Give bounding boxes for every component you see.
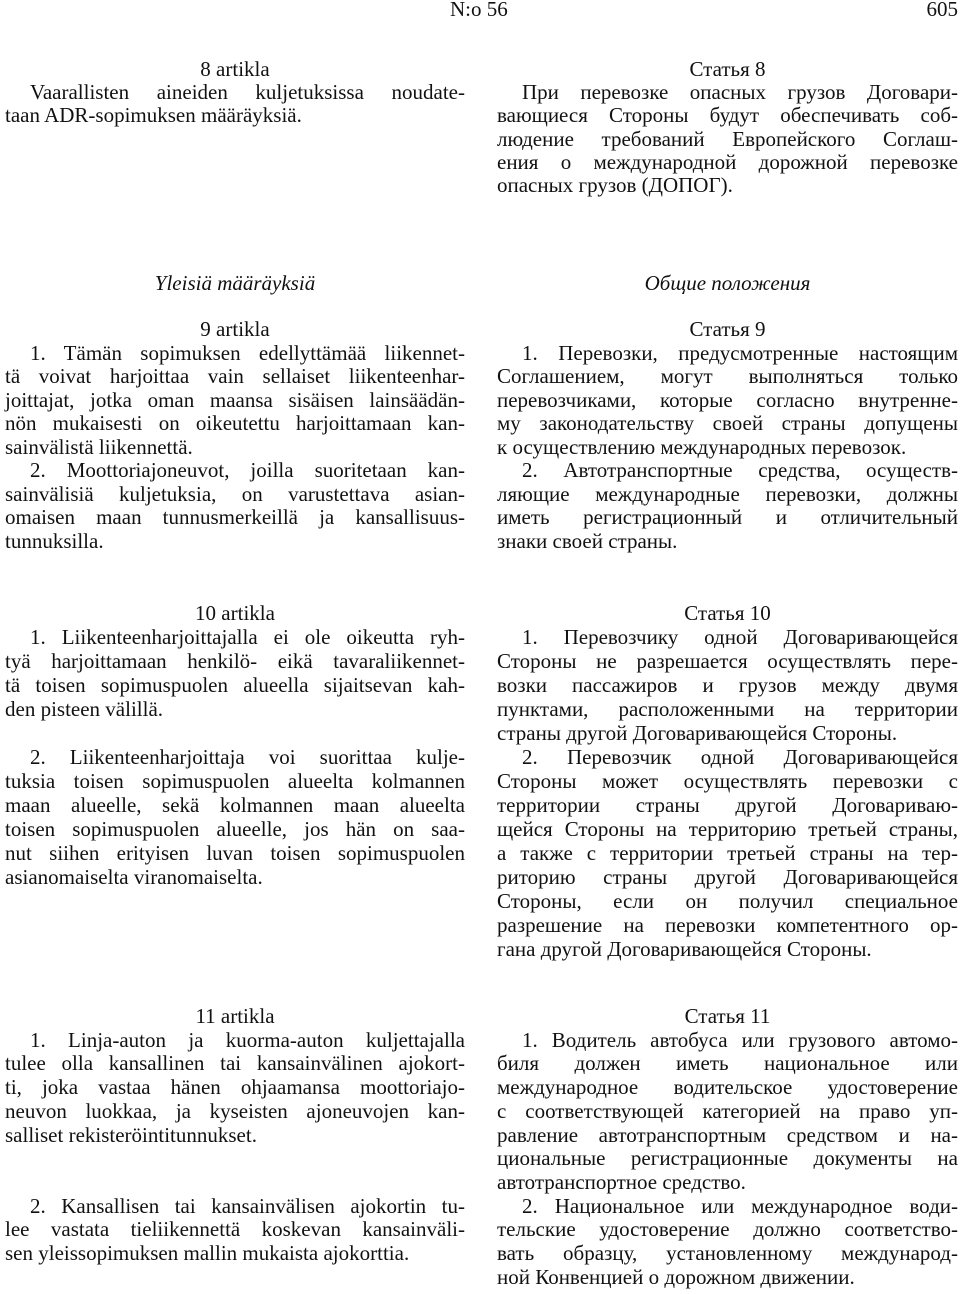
text-line: Vaarallisten aineiden kuljetuksissa noudate-: [30, 80, 465, 105]
article-10-finnish: [5, 601, 465, 889]
article-11-russian: [497, 1005, 958, 1289]
text-line: tyä harjoittamaan henkilö- eikä tavaraliikennet-: [5, 649, 465, 673]
text-line: вать образцу, установленному международ-: [497, 1241, 958, 1266]
text-line: ti, joka vastaa hänen ohjaamansa moottoriajo-: [5, 1075, 465, 1100]
text-line: биля должен иметь национальное или: [497, 1051, 958, 1076]
paragraph: [497, 342, 958, 460]
text-line: omaisen maan tunnusmerkeillä ja kansallisuus-: [5, 505, 465, 529]
text-line: му законодательству своей страны допущены: [497, 411, 958, 435]
paragraph: [497, 625, 958, 745]
text-line: щейся Стороны на территорию третьей страны,: [497, 817, 958, 841]
article-title: 8 artikla: [200, 57, 270, 81]
text-line: автотранспортное средство.: [497, 1169, 746, 1194]
text-line: пунктами, расположенными на территории: [497, 697, 958, 721]
article-title: 9 artikla: [200, 317, 270, 341]
article-title: 10 artikla: [195, 601, 275, 625]
article-9-finnish: [5, 318, 465, 553]
text-line: 2. Национальное или международное води-: [522, 1193, 958, 1218]
text-line: 2. Автотранспортные средства, осуществ-: [522, 458, 958, 482]
text-line: 2. Moottoriajoneuvot, joilla suoritetaan kan-: [30, 458, 465, 482]
article-9-russian: [497, 318, 958, 553]
paragraph: [497, 745, 958, 961]
article-title: Статья 8: [689, 57, 766, 81]
text-line: Стороны может осуществлять перевозки с: [497, 769, 958, 793]
text-line: tä toisen sopimuspuolen alueella sijaitsevan kah-: [5, 673, 465, 697]
text-line: sainvälistä liikennettä.: [5, 434, 193, 459]
article-title: Статья 10: [684, 601, 771, 625]
issue-number: N:o 56: [450, 0, 508, 21]
text-line: neuvon luokkaa, ja kyseisten ajoneuvojen kan-: [5, 1098, 465, 1123]
running-header: [0, 0, 960, 22]
text-line: равление автотранспортным средством и на-: [497, 1122, 958, 1147]
text-line: lee vastata tieliikennettä koskevan kansainväli-: [5, 1217, 465, 1242]
text-line: 1. Перевозки, предусмотренные настоящим: [522, 340, 958, 365]
text-line: tä voivat harjoittaa vain sellaiset liikenteenhar-: [5, 364, 465, 388]
text-line: международное водительское удостоверение: [497, 1075, 958, 1100]
text-line: tulee olla kansallinen tai kansainvälinen ajokort-: [5, 1051, 465, 1076]
text-line: Стороны не разрешается осуществлять пере-: [497, 649, 958, 673]
text-line: ной Конвенцией о дорожном движении.: [497, 1264, 855, 1289]
text-line: nön mukaisesti on oikeutettu harjoittamaan kan-: [5, 411, 465, 435]
text-line: знаки своей страны.: [497, 528, 678, 553]
article-8-russian: [497, 58, 958, 197]
section-heading-finnish: Yleisiä määräyksiä: [154, 271, 316, 295]
text-line: sainvälisiä kuljetuksia, on varustettava asian-: [5, 481, 465, 506]
text-line: taan ADR-sopimuksen määräyksiä.: [5, 103, 302, 128]
paragraph: [5, 625, 465, 721]
text-line: 1. Liikenteenharjoittajalla ei ole oikeutta ryh-: [30, 625, 465, 649]
text-line: к осуществлению международных перевозок.: [497, 434, 907, 459]
paragraph: [5, 342, 465, 460]
paragraph: [5, 1029, 465, 1148]
text-line: 1. Перевозчику одной Договаривающейся: [522, 625, 958, 649]
text-line: nut siihen erityisen luvan toisen sopimuspuolen: [5, 841, 465, 865]
text-line: вающиеся Стороны будут обеспечивать соб-: [497, 103, 958, 128]
text-line: 1. Водитель автобуса или грузового автомо-: [522, 1027, 958, 1052]
text-line: ения о международной дорожной перевозке: [497, 149, 958, 174]
text-line: den pisteen välillä.: [5, 697, 164, 721]
page-number: 605: [926, 0, 958, 21]
paragraph: [5, 81, 465, 127]
article-10-russian: [497, 601, 958, 961]
text-line: опасных грузов (ДОПОГ).: [497, 173, 733, 198]
text-line: 1. Tämän sopimuksen edellyttämää liikennet-: [30, 340, 465, 365]
text-line: 1. Linja-auton ja kuorma-auton kuljettajalla: [30, 1027, 465, 1052]
paragraph: [497, 1029, 958, 1195]
text-line: перевозчиками, которые согласно внутренне-: [497, 387, 958, 412]
text-line: tunnuksilla.: [5, 528, 104, 553]
text-line: Стороны, если он получил специальное: [497, 889, 958, 913]
text-line: joittajat, jotka oman maansa sisäisen lainsäädän-: [5, 387, 465, 412]
text-line: 2. Kansallisen tai kansainvälisen ajokortin tu-: [30, 1193, 465, 1218]
text-line: tuksia toisen sopimuspuolen alueelta kolmannen: [5, 769, 465, 793]
paragraph: [5, 1195, 465, 1266]
paragraph: [5, 745, 465, 889]
text-line: salliset rekisteröintitunnukset.: [5, 1122, 257, 1147]
article-title: 11 artikla: [195, 1004, 275, 1028]
section-heading-russian: Общие положения: [644, 271, 811, 295]
article-8-finnish: [5, 58, 465, 128]
text-line: территории страны другой Договариваю-: [497, 793, 958, 817]
article-title: Статья 11: [684, 1004, 771, 1028]
paragraph: [497, 459, 958, 553]
paragraph: [497, 81, 958, 197]
text-line: При перевозке опасных грузов Договари-: [522, 80, 958, 105]
text-line: иметь регистрационный и отличительный: [497, 505, 958, 529]
text-line: гана другой Договаривающейся Стороны.: [497, 937, 872, 961]
text-line: а также с территории третьей страны на тер-: [497, 841, 958, 865]
text-line: с соответствующей категорией на право уп-: [497, 1098, 958, 1123]
paragraph: [497, 1195, 958, 1290]
text-line: asianomaiselta viranomaiselta.: [5, 865, 263, 889]
text-line: 2. Liikenteenharjoittaja voi suorittaa kulje-: [30, 745, 465, 769]
text-line: риторию страны другой Договаривающейся: [497, 865, 958, 889]
paragraph: [5, 459, 465, 553]
text-line: разрешение на перевозки компетентного ор-: [497, 913, 958, 937]
text-line: ляющие международные перевозки, должны: [497, 481, 958, 506]
text-line: maan alueelle, sekä kolmannen maan alueelta: [5, 793, 465, 817]
text-line: людение требований Европейского Соглаш-: [497, 126, 958, 151]
text-line: Соглашением, могут выполняться только: [497, 364, 958, 388]
article-11-finnish: [5, 1005, 465, 1266]
text-line: 2. Перевозчик одной Договаривающейся: [522, 745, 958, 769]
text-line: страны другой Договаривающейся Стороны.: [497, 721, 898, 745]
text-line: sen yleissopimuksen mallin mukaista ajokorttia.: [5, 1241, 410, 1266]
text-line: тельские удостоверение должно соответство-: [497, 1217, 958, 1242]
article-title: Статья 9: [689, 317, 766, 341]
text-line: toisen sopimuspuolen alueelle, jos hän on saa-: [5, 817, 465, 841]
text-line: циональные регистрационные документы на: [497, 1146, 958, 1171]
text-line: возки пассажиров и грузов между двумя: [497, 673, 958, 697]
